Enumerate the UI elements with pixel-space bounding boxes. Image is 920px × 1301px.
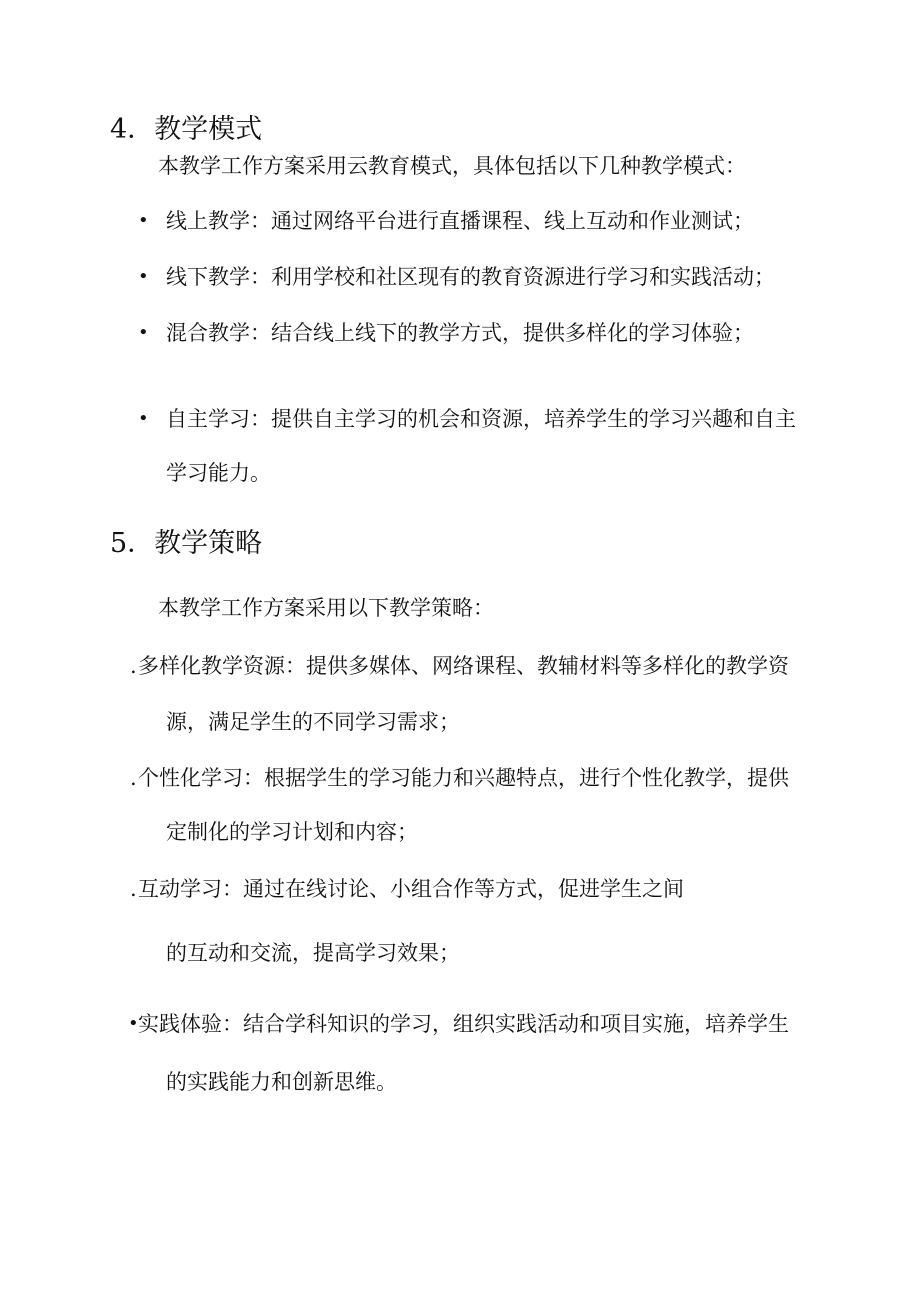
- list-item-continuation: 源，满足学生的不同学习需求；: [166, 710, 460, 734]
- paragraph: 本教学工作方案采用云教育模式，具体包括以下几种教学模式：: [158, 154, 746, 178]
- list-item: 线上教学：通过网络平台进行直播课程、线上互动和作业测试；: [166, 209, 754, 233]
- list-marker: .: [130, 654, 137, 678]
- list-item-continuation: 定制化的学习计划和内容；: [166, 820, 418, 844]
- list-marker: .: [130, 766, 137, 790]
- list-marker: .: [130, 877, 137, 901]
- bullet-icon: •: [138, 210, 149, 231]
- section-heading: 5．教学策略: [110, 528, 263, 559]
- bullet-icon: •: [138, 408, 149, 429]
- list-item: 线下教学：利用学校和社区现有的教育资源进行学习和实践活动；: [166, 265, 775, 289]
- paragraph: 本教学工作方案采用以下教学策略：: [158, 596, 494, 620]
- list-item-continuation: 学习能力。: [166, 461, 271, 485]
- bullet-icon: •: [138, 322, 149, 343]
- list-item: 个性化学习：根据学生的学习能力和兴趣特点，进行个性化教学，提供: [138, 766, 789, 790]
- bullet-icon: •: [138, 266, 149, 287]
- section-heading: 4．教学模式: [110, 114, 263, 145]
- bullet-icon: •: [128, 1013, 139, 1034]
- list-item: 多样化教学资源：提供多媒体、网络课程、教辅材料等多样化的教学资: [138, 654, 789, 678]
- list-item-continuation: 的互动和交流，提高学习效果；: [166, 941, 460, 965]
- list-item: 混合教学：结合线上线下的教学方式，提供多样化的学习体验；: [166, 321, 754, 345]
- list-item-continuation: 的实践能力和创新思维。: [166, 1070, 397, 1094]
- list-item: 自主学习：提供自主学习的机会和资源，培养学生的学习兴趣和自主: [166, 407, 796, 431]
- list-item: 实践体验：结合学科知识的学习，组织实践活动和项目实施，培养学生: [138, 1012, 789, 1036]
- list-item: 互动学习：通过在线讨论、小组合作等方式，促进学生之间: [138, 877, 684, 901]
